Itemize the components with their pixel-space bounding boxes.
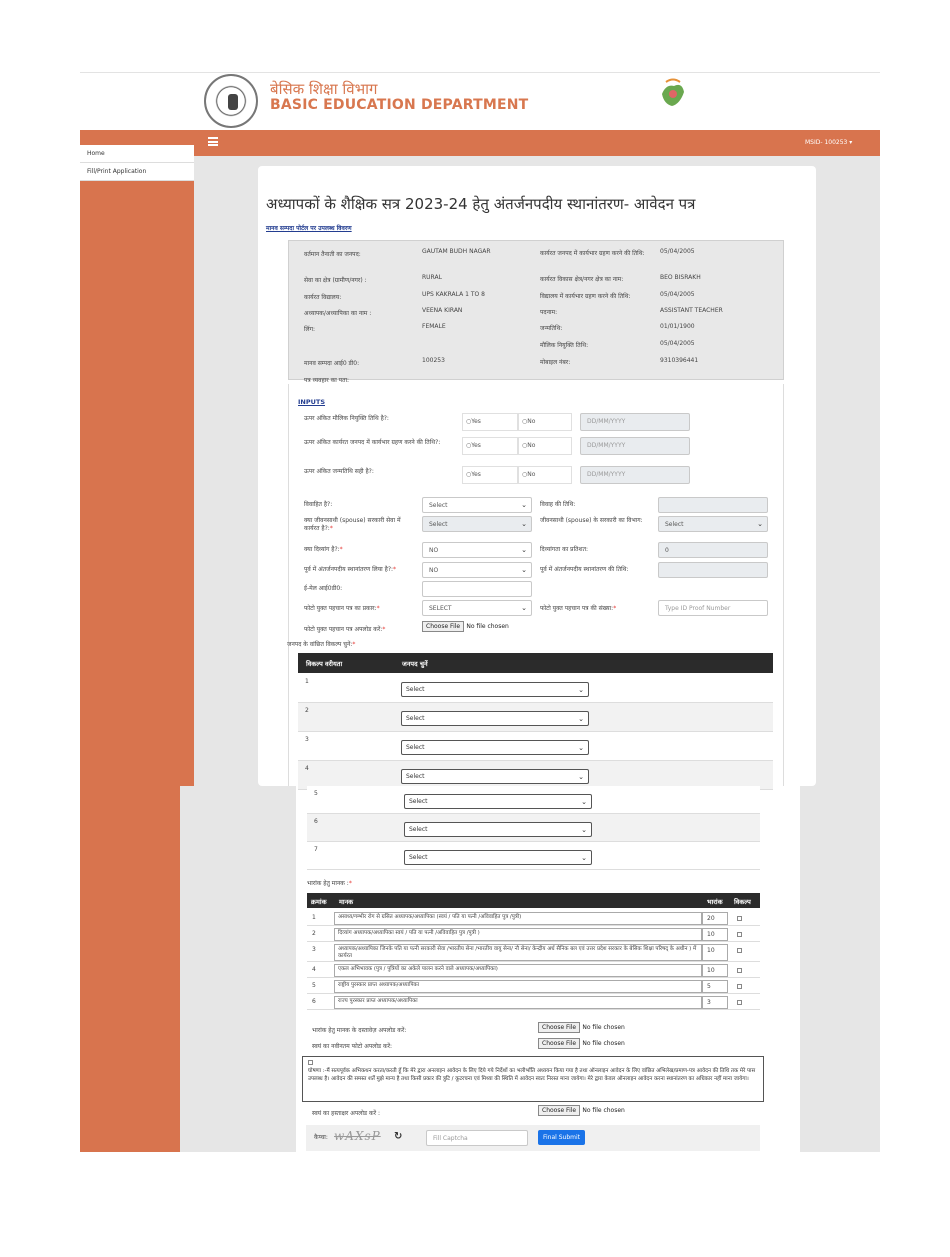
- header-title-english: BASIC EDUCATION DEPARTMENT: [270, 97, 529, 113]
- spouse-govt-select-value: Select: [429, 521, 448, 528]
- info-value: UPS KAKRALA 1 TO 8: [422, 291, 485, 298]
- id-upload-button[interactable]: Choose File: [422, 621, 464, 632]
- doc-upload-control: [538, 1023, 625, 1031]
- chevron-down-icon: ⌄: [521, 546, 527, 554]
- doc-upload-button[interactable]: Choose File: [538, 1022, 580, 1033]
- prev-transfer-select-value: NO: [429, 567, 439, 574]
- captcha-label: कैप्चा:: [314, 1134, 328, 1141]
- district-select[interactable]: [401, 769, 589, 784]
- required-mark: *: [329, 525, 333, 532]
- id-upload-label-text: फोटो युक्त पहचान पत्र अपलोड करें:: [304, 626, 383, 633]
- info-label: कार्यरत जनपद में कार्यभार ग्रहण करने की तिथि:: [540, 250, 645, 257]
- weight-table-header: [307, 893, 760, 908]
- id-type-label-text: फोटो युक्त पहचान पत्र का प्रकार:: [304, 605, 377, 612]
- married-label: विवाहित है?:: [304, 501, 333, 508]
- weight-checkbox[interactable]: [737, 968, 742, 973]
- radio-yes-label: Yes: [471, 442, 481, 449]
- col-option: विकल्प: [734, 898, 751, 906]
- district-select-value: Select: [409, 798, 428, 805]
- disabled-select-value: NO: [429, 547, 439, 554]
- district-select-value: Select: [406, 686, 425, 693]
- required-mark: *: [376, 605, 380, 612]
- chevron-down-icon: ⌄: [581, 826, 587, 834]
- district-pref-number: 1: [305, 678, 309, 685]
- page-title: अध्यापकों के शैक्षिक सत्र 2023-24 हेतु अंतर्जनपदीय स्थानांतरण- आवेदन पत्र: [266, 195, 696, 213]
- chevron-down-icon: ⌄: [521, 520, 527, 528]
- district-select-value: Select: [409, 854, 428, 861]
- district-select-value: Select: [406, 744, 425, 751]
- weight-checkbox[interactable]: [737, 932, 742, 937]
- weight-criteria: एकल अभिभावक (पुत्र / पुत्रियों का अकेले पालन करने वाले अध्यापक/अध्यापिका): [334, 964, 702, 977]
- radio-yes[interactable]: [466, 442, 481, 449]
- weight-value: 10: [702, 944, 728, 961]
- confirm-label: ऊपर अंकित कार्यरत जनपद में कार्यभार ग्रहण करने की तिथि?:: [304, 439, 441, 446]
- radio-yes[interactable]: [466, 418, 481, 425]
- col-weight: भारांक: [707, 898, 723, 906]
- id-upload-label: [304, 625, 385, 633]
- id-type-select-value: SELECT: [429, 605, 452, 612]
- info-value: VEENA KIRAN: [422, 307, 463, 314]
- confirm-date-field[interactable]: DD/MM/YYYY: [580, 437, 690, 455]
- radio-circle-icon: ○: [466, 471, 472, 478]
- sidebar-item-home[interactable]: Home: [80, 145, 194, 163]
- weight-checkbox[interactable]: [737, 948, 742, 953]
- disability-pct-label: दिव्यांगता का प्रतिशत:: [540, 546, 589, 553]
- radio-no[interactable]: [522, 418, 535, 425]
- photo-upload-label: स्वयं का नवीनतम फोटो अपलोड करें:: [312, 1043, 393, 1050]
- radio-no[interactable]: [522, 442, 535, 449]
- weight-serial: 6: [312, 998, 316, 1005]
- chevron-down-icon: ⌄: [521, 604, 527, 612]
- weight-value: 10: [702, 964, 728, 977]
- district-pref-number: 3: [305, 736, 309, 743]
- info-label: जन्मतिथि:: [540, 325, 563, 332]
- declaration-box: [302, 1056, 764, 1102]
- weight-serial: 3: [312, 946, 316, 953]
- info-value: 05/04/2005: [660, 291, 695, 298]
- radio-circle-icon: ○: [466, 418, 472, 425]
- radio-no-label: No: [527, 471, 536, 478]
- photo-upload-button[interactable]: Choose File: [538, 1038, 580, 1049]
- disabled-select[interactable]: [422, 542, 532, 558]
- required-mark: *: [352, 641, 356, 648]
- district-select[interactable]: [404, 850, 592, 865]
- weight-value: 3: [702, 996, 728, 1009]
- info-label: अध्यापक/अध्यापिका का नाम :: [304, 310, 372, 317]
- chevron-down-icon: ⌄: [757, 520, 763, 528]
- info-value: RURAL: [422, 274, 442, 281]
- info-label: पत्र व्यवहार का पता:: [304, 377, 350, 384]
- top-nav-bar: [194, 130, 880, 156]
- district-select[interactable]: [401, 711, 589, 726]
- sidebar: [80, 130, 194, 786]
- department-seal-icon: [204, 74, 258, 128]
- weight-criteria: राष्ट्रीय पुरस्कार प्राप्त अध्यापक/अध्यापिका: [334, 980, 702, 993]
- col-preference: विकल्प वरीयता: [306, 660, 343, 668]
- district-select-value: Select: [406, 715, 425, 722]
- weight-value: 20: [702, 912, 728, 925]
- captcha-input[interactable]: Fill Captcha: [426, 1130, 528, 1146]
- info-value: 100253: [422, 357, 445, 364]
- content-background-lower-right: [800, 786, 880, 1152]
- info-label: कार्यरत विद्यालय:: [304, 294, 342, 301]
- required-mark: *: [348, 880, 352, 887]
- refresh-captcha-icon[interactable]: ↻: [394, 1131, 403, 1142]
- required-mark: *: [339, 546, 343, 553]
- confirm-date-field[interactable]: DD/MM/YYYY: [580, 413, 690, 431]
- final-submit-button[interactable]: Final Submit: [538, 1130, 585, 1145]
- content-background-lower-left: [180, 786, 296, 1152]
- district-select[interactable]: [401, 740, 589, 755]
- id-type-select[interactable]: [422, 600, 532, 616]
- confirm-label: ऊपर अंकित जन्मतिथि सही है?:: [304, 468, 374, 475]
- info-label: विद्यालय में कार्यभार ग्रहण करने की तिथि:: [540, 293, 631, 300]
- info-value: 9310396441: [660, 357, 699, 364]
- id-upload-control: [422, 622, 509, 630]
- weight-label-text: भारांक हेतु मानक :: [307, 880, 349, 887]
- disabled-label: [304, 545, 343, 553]
- prev-transfer-label: [304, 565, 396, 573]
- id-number-label: [540, 604, 616, 612]
- district-pref-number: 6: [314, 818, 318, 825]
- info-label: वर्तमान तैनाती का जनपद:: [304, 251, 361, 258]
- weight-criteria: असाध्य/गम्भीर रोग से ग्रसित अध्यापक/अध्यापिका (स्वयं / पति या पत्नी /अविवाहित पुत्र /पुत्री): [334, 912, 702, 925]
- confirm-label: ऊपर अंकित मौलिक नियुक्ति तिथि है?:: [304, 415, 389, 422]
- weight-serial: 5: [312, 982, 316, 989]
- weight-checkbox[interactable]: [737, 916, 742, 921]
- spouse-dept-select[interactable]: [658, 516, 768, 532]
- col-district: जनपद चुनें: [402, 660, 428, 668]
- sign-upload-control: [538, 1106, 625, 1114]
- district-table-header: [298, 653, 773, 673]
- declaration-checkbox[interactable]: [308, 1060, 313, 1065]
- header-title-hindi: बेसिक शिक्षा विभाग: [270, 80, 378, 98]
- district-choice-label: [287, 640, 355, 648]
- radio-no-label: No: [527, 442, 536, 449]
- id-number-input[interactable]: Type ID Proof Number: [658, 600, 768, 616]
- mission-logo-icon: [656, 76, 690, 110]
- info-label: मोबाइल नंबर:: [540, 359, 571, 366]
- email-label: ई-मेल आई0डी0:: [304, 585, 343, 592]
- chevron-down-icon: ⌄: [521, 566, 527, 574]
- district-select[interactable]: [404, 822, 592, 837]
- prev-transfer-date-field[interactable]: [658, 562, 768, 578]
- info-value: 01/01/1900: [660, 323, 695, 330]
- radio-no[interactable]: [522, 471, 535, 478]
- info-value: BEO BISRAKH: [660, 274, 701, 281]
- weight-criteria: अध्यापक/अध्यापिका जिनके पति या पत्नी सरकारी सेवा /भारतीय सेना /भारतीय वायु सेना/ नौ सेना/ केन्द्रीय अर्ध सैनिक बल एवं उत्तर प्रदेश सरकार के बेसिक शिक्षा परिषद् के अधीन ) में कार्यरत: [334, 944, 702, 961]
- hrms-details-link[interactable]: मानव सम्पदा पोर्टल पर उपलब्ध विवरण: [266, 225, 352, 232]
- prev-transfer-date-label: पूर्व में अंतर्जनपदीय स्थानांतरण की तिथि:: [540, 566, 629, 573]
- col-criteria: मानक: [339, 898, 354, 906]
- married-select-value: Select: [429, 502, 448, 509]
- sign-upload-button[interactable]: Choose File: [538, 1105, 580, 1116]
- chevron-down-icon: ⌄: [578, 686, 584, 694]
- radio-circle-icon: ○: [522, 471, 528, 478]
- spouse-dept-label: जीवनसाथी (spouse) के सरकारी का विभाग:: [540, 517, 643, 524]
- district-select[interactable]: [401, 682, 589, 697]
- disabled-label-text: क्या दिव्यांग है?:: [304, 546, 340, 553]
- chevron-down-icon: ⌄: [581, 798, 587, 806]
- district-choice-label-text: जनपद के वांछित विकल्प चुनें:: [287, 641, 353, 648]
- district-pref-number: 2: [305, 707, 309, 714]
- sign-upload-label: स्वयं का हस्ताक्षर अपलोड करें :: [312, 1110, 381, 1117]
- weight-checkbox[interactable]: [737, 1000, 742, 1005]
- chevron-down-icon: ⌄: [581, 854, 587, 862]
- inputs-heading: INPUTS: [298, 398, 326, 406]
- weight-criteria: दिव्यांग अध्यापक/अध्यापिका स्वयं / पति या पत्नी /अविवाहित पुत्र /पुत्री ): [334, 928, 702, 941]
- id-upload-status: No file chosen: [466, 623, 509, 630]
- id-type-label: [304, 604, 380, 612]
- info-value: 05/04/2005: [660, 340, 695, 347]
- declaration-text: घोषणा :-मैं सत्यपूर्वक अभिकथन करता/करती हूँ कि मेरे द्वारा अनलाइन आवेदन के लिए दिये गये निर्देशों का भलीभाँति अध्ययन किया गया है तथा ऑनलाइन आवेदन के लिए वांछित अभिलेख/प्रमाण-पत्र आवेदन की तिथि तक मेरे पास उपलब्ध है। आवेदन की समस्त शर्तें मुझे मान्य है तथा किसी प्रकार की त्रुटि / कूटरचना एवं मिथ्या की स्थिति में आवेदन स्वतः निरस्त माना जायेगा। मेरे द्वारा केवल ऑनलाइन आवेदन करना स्थानांतरण का अधिकार नहीं माना जायेगा।: [308, 1068, 756, 1082]
- spouse-govt-label-text: क्या जीवनसाथी (spouse) सरकारी सेवा में कार्यरत है?:: [304, 517, 401, 532]
- col-serial: क्रमांक: [311, 898, 327, 906]
- district-pref-number: 5: [314, 790, 318, 797]
- weight-checkbox[interactable]: [737, 984, 742, 989]
- weight-label: [307, 879, 352, 887]
- prev-transfer-select[interactable]: [422, 562, 532, 578]
- sidebar-lower: [80, 786, 180, 1152]
- district-select-value: Select: [406, 773, 425, 780]
- info-label: कार्यरत विकास क्षेत्र/नगर क्षेत्र का नाम:: [540, 276, 624, 283]
- spouse-govt-label: [304, 517, 416, 533]
- chevron-down-icon: ⌄: [521, 501, 527, 509]
- info-value: 05/04/2005: [660, 248, 695, 255]
- radio-circle-icon: ○: [522, 442, 528, 449]
- weight-serial: 1: [312, 914, 316, 921]
- weight-criteria: राज्य पुरस्कार प्राप्त अध्यापक/अध्यापिका: [334, 996, 702, 1009]
- menu-toggle-icon[interactable]: [208, 137, 218, 146]
- prev-transfer-label-text: पूर्व में अंतर्जनपदीय स्थानांतरण लिया है?:: [304, 566, 394, 573]
- user-menu[interactable]: MSID- 100253 ▾: [805, 139, 853, 146]
- radio-yes[interactable]: [466, 471, 481, 478]
- marriage-date-label: विवाह की तिथि:: [540, 501, 576, 508]
- radio-yes-label: Yes: [471, 471, 481, 478]
- info-value: GAUTAM BUDH NAGAR: [422, 248, 491, 255]
- weight-value: 10: [702, 928, 728, 941]
- married-select[interactable]: [422, 497, 532, 513]
- radio-no-label: No: [527, 418, 536, 425]
- chevron-down-icon: ⌄: [578, 744, 584, 752]
- doc-upload-label: भारांक हेतु मानक के दस्तावेज़ अपलोड करें:: [312, 1027, 407, 1034]
- confirm-date-field[interactable]: DD/MM/YYYY: [580, 466, 690, 484]
- doc-upload-status: No file chosen: [582, 1024, 625, 1031]
- district-pref-number: 4: [305, 765, 309, 772]
- radio-circle-icon: ○: [466, 442, 472, 449]
- required-mark: *: [382, 626, 386, 633]
- district-select[interactable]: [404, 794, 592, 809]
- info-label: पदनाम:: [540, 309, 558, 316]
- info-label: मौलिक नियुक्ति तिथि:: [540, 342, 589, 349]
- info-value: ASSISTANT TEACHER: [660, 307, 723, 314]
- info-value: FEMALE: [422, 323, 446, 330]
- photo-upload-control: [538, 1039, 625, 1047]
- spouse-dept-select-value: Select: [665, 521, 684, 528]
- required-mark: *: [393, 566, 397, 573]
- district-pref-number: 7: [314, 846, 318, 853]
- weight-serial: 4: [312, 966, 316, 973]
- radio-yes-label: Yes: [471, 418, 481, 425]
- district-select-value: Select: [409, 826, 428, 833]
- sidebar-item-fill-print[interactable]: Fill/Print Application: [80, 163, 194, 181]
- photo-upload-status: No file chosen: [582, 1040, 625, 1047]
- email-input[interactable]: [422, 581, 532, 597]
- info-label: सेवा का क्षेत्र (ग्रामीण/नगर) :: [304, 277, 367, 284]
- disability-pct-field[interactable]: 0: [658, 542, 768, 558]
- weight-value: 5: [702, 980, 728, 993]
- spouse-govt-select[interactable]: [422, 516, 532, 532]
- id-number-label-text: फोटो युक्त पहचान पत्र की संख्या:: [540, 605, 614, 612]
- radio-circle-icon: ○: [522, 418, 528, 425]
- captcha-image: wAXsP: [334, 1129, 381, 1143]
- weight-serial: 2: [312, 930, 316, 937]
- info-label: लिंग:: [304, 326, 316, 333]
- sign-upload-status: No file chosen: [582, 1107, 625, 1114]
- chevron-down-icon: ⌄: [578, 715, 584, 723]
- marriage-date-field[interactable]: [658, 497, 768, 513]
- required-mark: *: [613, 605, 617, 612]
- chevron-down-icon: ⌄: [578, 773, 584, 781]
- info-label: मानव सम्पदा आई0 डी0:: [304, 360, 360, 367]
